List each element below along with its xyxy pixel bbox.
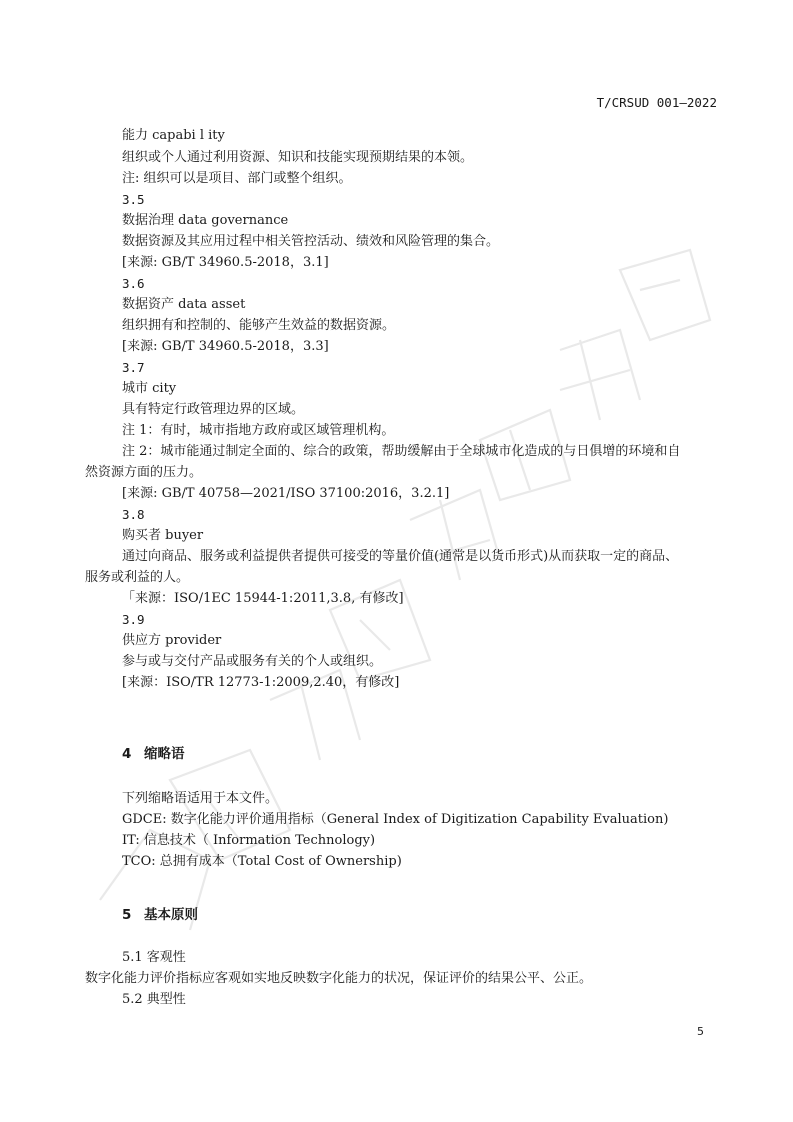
subclause-heading: 5.1 客观性: [122, 950, 186, 965]
document-code: T/CRSUD 001—2022: [596, 95, 717, 110]
source-reference: 「来源：ISO/1EC 15944-1:2011,3.8, 有修改]: [122, 591, 404, 606]
note-text-continued: 然资源方面的压力。: [85, 465, 203, 480]
source-reference: [来源：ISO/TR 12773-1:2009,2.40，有修改]: [122, 675, 400, 690]
term-capability: 能力 capabi l ity: [122, 128, 225, 143]
clause-number: 3.9: [122, 612, 145, 627]
source-reference: [来源: GB/T 34960.5-2018，3.3]: [122, 339, 329, 354]
definition-text: 通过向商品、服务或利益提供者提供可接受的等量价值(通常是以货币形式)从而获取一定的商品、: [122, 549, 679, 564]
clause-number: 3.6: [122, 276, 145, 291]
clause-number: 3.5: [122, 192, 145, 207]
subclause-text: 数字化能力评价指标应客观如实地反映数字化能力的状况，保证评价的结果公平、公正。: [85, 971, 593, 986]
abbreviation-item: IT: 信息技术（ Information Technology): [122, 833, 376, 848]
section-heading-5: [122, 903, 198, 923]
definition-text: 组织或个人通过利用资源、知识和技能实现预期结果的本领。: [122, 150, 474, 165]
definition-text-continued: 服务或利益的人。: [85, 570, 190, 585]
source-reference: [来源: GB/T 34960.5-2018，3.1]: [122, 255, 329, 270]
section-number: 4: [122, 746, 132, 762]
abbreviation-item: TCO: 总拥有成本（Total Cost of Ownership): [122, 854, 402, 869]
term-provider: 供应方 provider: [122, 633, 222, 648]
definition-text: 数据资源及其应用过程中相关管控活动、绩效和风险管理的集合。: [122, 234, 500, 249]
abbreviation-item: GDCE: 数字化能力评价通用指标（General Index of Digitization Capability Evaluation): [122, 812, 669, 827]
definition-text: 参与或与交付产品或服务有关的个人或组织。: [122, 654, 383, 669]
note-text: 注: 组织可以是项目、部门或整个组织。: [122, 171, 352, 186]
term-data-asset: 数据资产 data asset: [122, 297, 246, 312]
note-text: 注 1：有时，城市指地方政府或区域管理机构。: [122, 423, 395, 438]
page-number: 5: [697, 1025, 704, 1038]
definition-text: 组织拥有和控制的、能够产生效益的数据资源。: [122, 318, 396, 333]
section-heading-4: [122, 742, 185, 762]
section-title: 基本原则: [144, 907, 198, 923]
subclause-heading: 5.2 典型性: [122, 992, 186, 1007]
source-reference: [来源: GB/T 40758—2021/ISO 37100:2016，3.2.1]: [122, 486, 450, 501]
term-buyer: 购买者 buyer: [122, 528, 204, 543]
section-title: 缩略语: [144, 746, 185, 762]
definition-text: 具有特定行政管理边界的区域。: [122, 402, 305, 417]
clause-number: 3.7: [122, 360, 145, 375]
clause-number: 3.8: [122, 507, 145, 522]
term-data-governance: 数据治理 data governance: [122, 213, 289, 228]
term-city: 城市 city: [122, 381, 177, 396]
section-intro: 下列缩略语适用于本文件。: [122, 791, 279, 806]
note-text: 注 2：城市能通过制定全面的、综合的政策，帮助缓解由于全球城市化造成的与日俱增的环境和自: [122, 444, 681, 459]
section-number: 5: [122, 907, 132, 923]
